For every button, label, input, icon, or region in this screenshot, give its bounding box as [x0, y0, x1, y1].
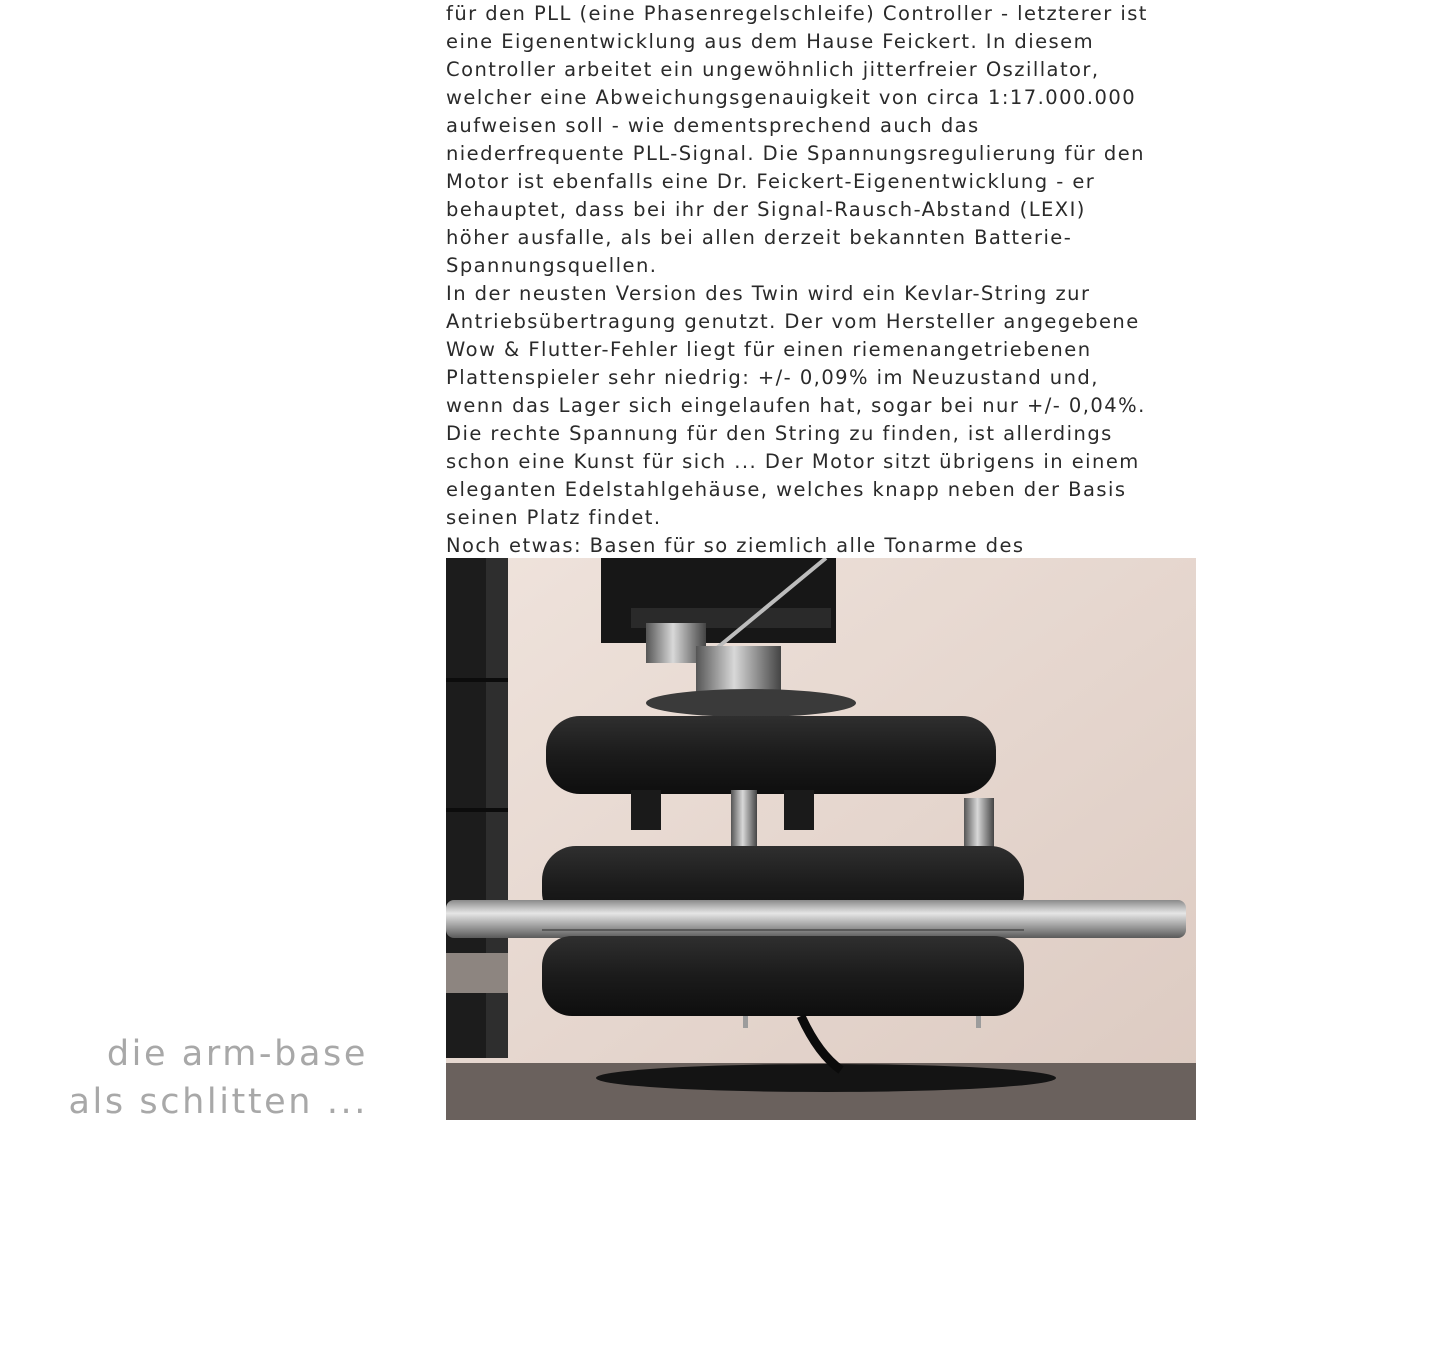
arm-base-photo [446, 558, 1196, 1120]
text-line: In der neusten Version des Twin wird ein Kevlar-String zur [446, 282, 1091, 305]
text-line: behauptet, dass bei ihr der Signal-Rausch-Abstand (LEXI) [446, 198, 1086, 221]
paragraph-kevlar-string [446, 280, 1206, 532]
text-line: höher ausfalle, als bei allen derzeit bekannten Batterie- [446, 226, 1073, 249]
text-line: Antriebsübertragung genutzt. Der vom Hersteller angegebene [446, 310, 1140, 333]
text-line: Die rechte Spannung für den String zu finden, ist allerdings [446, 422, 1113, 445]
text-line: aufweisen soll - wie dementsprechend auch das [446, 114, 980, 137]
text-line: Spannungsquellen. [446, 254, 658, 277]
text-line: wenn das Lager sich eingelaufen hat, sogar bei nur +/- 0,04%. [446, 394, 1146, 417]
text-line: niederfrequente PLL-Signal. Die Spannungsregulierung für den [446, 142, 1145, 165]
text-line: eleganten Edelstahlgehäuse, welches knapp neben der Basis [446, 478, 1127, 501]
paragraph-pll-controller [446, 0, 1206, 280]
text-line: für den PLL (eine Phasenregelschleife) Controller - letzterer ist [446, 2, 1148, 25]
text-line: eine Eigenentwicklung aus dem Hause Feickert. In diesem [446, 30, 1095, 53]
caption-line-2: als schlitten ... [68, 1082, 368, 1122]
text-line: Noch etwas: Basen für so ziemlich alle Tonarme des [446, 534, 1025, 557]
text-line: Wow & Flutter-Fehler liegt für einen riemenangetriebenen [446, 338, 1092, 361]
arm-base-caption [68, 1030, 368, 1126]
text-line: seinen Platz findet. [446, 506, 662, 529]
text-line: welcher eine Abweichungsgenauigkeit von circa 1:17.000.000 [446, 86, 1137, 109]
text-line: Plattenspieler sehr niedrig: +/- 0,09% im Neuzustand und, [446, 366, 1099, 389]
text-line: Controller arbeitet ein ungewöhnlich jitterfreier Oszillator, [446, 58, 1100, 81]
text-line: Motor ist ebenfalls eine Dr. Feickert-Eigenentwicklung - er [446, 170, 1096, 193]
text-line: schon eine Kunst für sich ... Der Motor sitzt übrigens in einem [446, 450, 1140, 473]
caption-line-1: die arm-base [106, 1034, 368, 1074]
